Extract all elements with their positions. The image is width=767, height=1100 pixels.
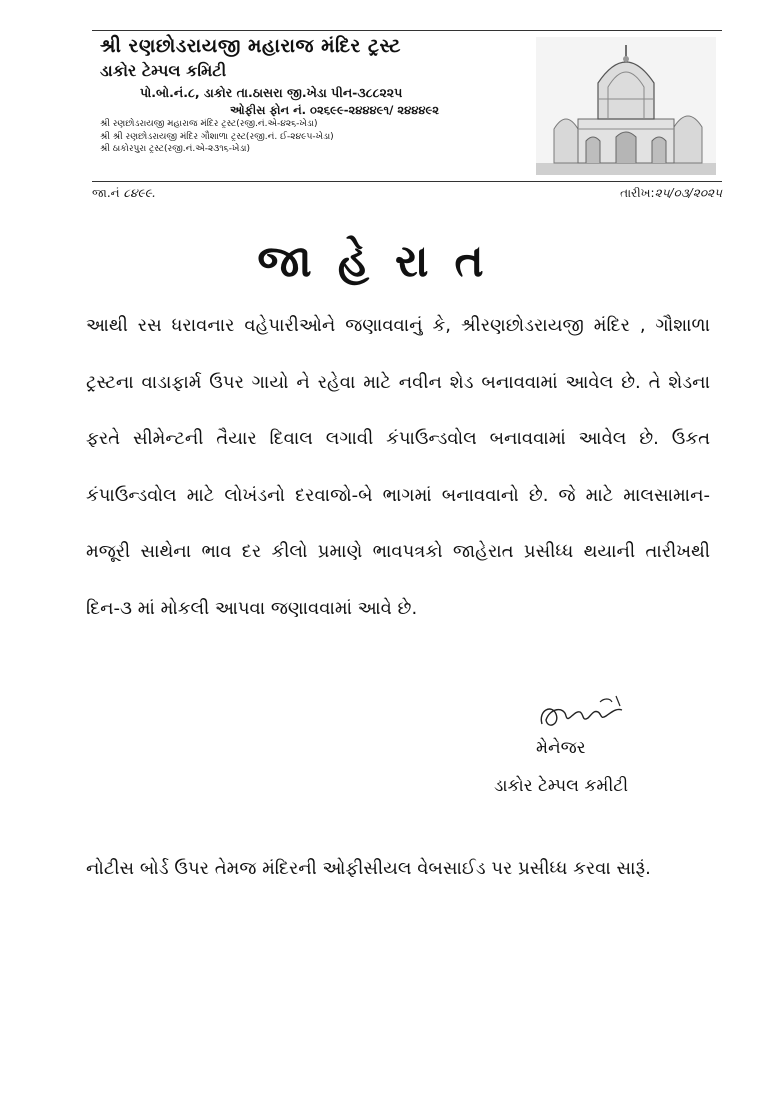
registration-line: શ્રી શ્રી રણછોડરાયજી મંદિર ગૌશાળા ટ્રસ્ટ(રજી.નં. ઈ-૨૪૯૫-ખેડા) [100, 131, 334, 142]
reference-number [92, 186, 156, 201]
date-value: ૨૫/૦૩/૨૦૨૫ [654, 186, 722, 200]
registration-line: શ્રી રણછોડરાયજી મહારાજ મંદિર ટ્રસ્ટ(રજી.નં.એ-૪૨૬-ખેડા) [100, 119, 318, 129]
reference-label: જા.નં [92, 186, 120, 200]
reference-row [92, 186, 722, 206]
registration-line: શ્રી ઠાકોરપુરા ટ્રસ્ટ(રજી.નં.એ-૨૩૧૬-ખેડા) [100, 144, 250, 155]
office-phone: ઓફીસ ફોન નં. ૦૨૬૯૯-૨૪૪૪૯૧/ ૨૪૪૪૯૨ [230, 103, 440, 117]
postal-address: પો.બો.નં.૮, ડાકોર તા.ઠાસરા જી.ખેડા પીન-૩૮૮૨૨૫ [140, 85, 403, 100]
temple-illustration [536, 37, 716, 175]
notice-date [620, 186, 722, 201]
signatory-designation: મેનેજર [536, 738, 586, 758]
handwritten-signature [530, 690, 650, 740]
footer-note: નોટીસ બોર્ડ ઉપર તેમજ મંદિરની ઓફીસીયલ વેબસાઈડ પર પ્રસીધ્ધ કરવા સારૂં. [86, 858, 651, 879]
date-label: તારીખ: [620, 186, 655, 200]
signatory-committee: ડાકોર ટેમ્પલ કમીટી [494, 776, 629, 796]
notice-body: આથી રસ ધરાવનાર વહેપારીઓને જણાવવાનું કે, શ્રીરણછોડરાયજી મંદિર , ગૌશાળા ટ્રસ્ટના વાડાફાર્મ ઉપર ગાયો ને રહેવા માટે નવીન શેડ બનાવવામાં આવેલ છે. તે શેડના ફરતે સીમેન્ટની તૈયાર દિવાલ લગાવી કંપાઉન્ડવોલ બનાવવામાં આવેલ છે. ઉકત કંપાઉન્ડવોલ માટે લોખંડનો દરવાજો-બે ભાગમાં બનાવવાનો છે. જે માટે માલસામાન-મજૂરી સાથેના ભાવ દર કીલો પ્રમાણે ભાવપત્રકો જાહેરાત પ્રસીધ્ધ થયાની તારીખથી દિન-૩ માં મોકલી આપવા જણાવવામાં આવે છે. [86, 315, 710, 619]
letterhead [92, 30, 722, 182]
letterhead-text [100, 35, 540, 156]
reference-value: ૮૪૯૯. [123, 186, 156, 200]
notice-heading: જાહેરાત [257, 236, 510, 287]
trust-title: શ્રી રણછોડરાયજી મહારાજ મંદિર ટ્રસ્ટ [100, 35, 401, 57]
committee-name: ડાકોર ટેમ્પલ કમિટી [100, 61, 227, 80]
